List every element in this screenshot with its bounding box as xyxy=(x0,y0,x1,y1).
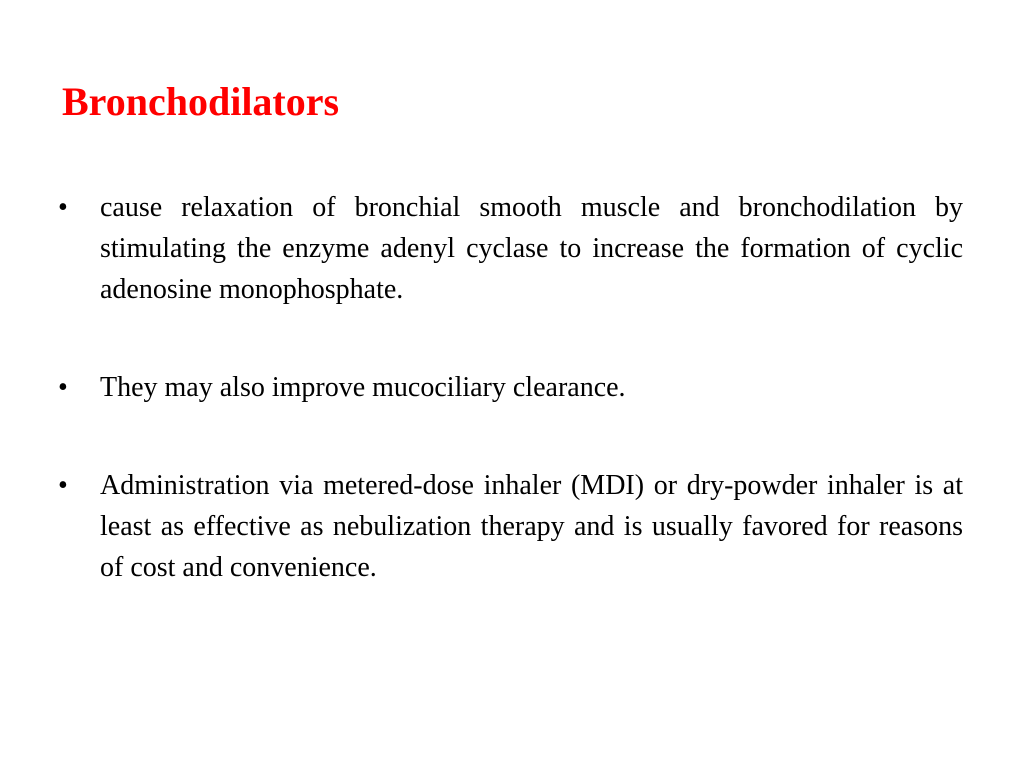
slide-title: Bronchodilators xyxy=(62,79,340,124)
bullet-item xyxy=(58,187,963,310)
bullet-text: They may also improve mucociliary clearance. xyxy=(100,372,626,403)
bullet-item xyxy=(58,465,963,588)
bullet-icon: • xyxy=(58,470,68,501)
bullet-icon: • xyxy=(58,192,68,223)
bullet-list xyxy=(58,187,963,588)
bullet-text: cause relaxation of bronchial smooth muscle and bronchodilation by stimulating the enzyme adenyl cyclase to increase the formation of cyclic adenosine monophosphate. xyxy=(100,192,963,305)
bullet-item xyxy=(58,367,963,408)
bullet-text: Administration via metered-dose inhaler (MDI) or dry-powder inhaler is at least as effective as nebulization therapy and is usually favored for reasons of cost and convenience. xyxy=(100,470,963,583)
bullet-icon: • xyxy=(58,372,68,403)
